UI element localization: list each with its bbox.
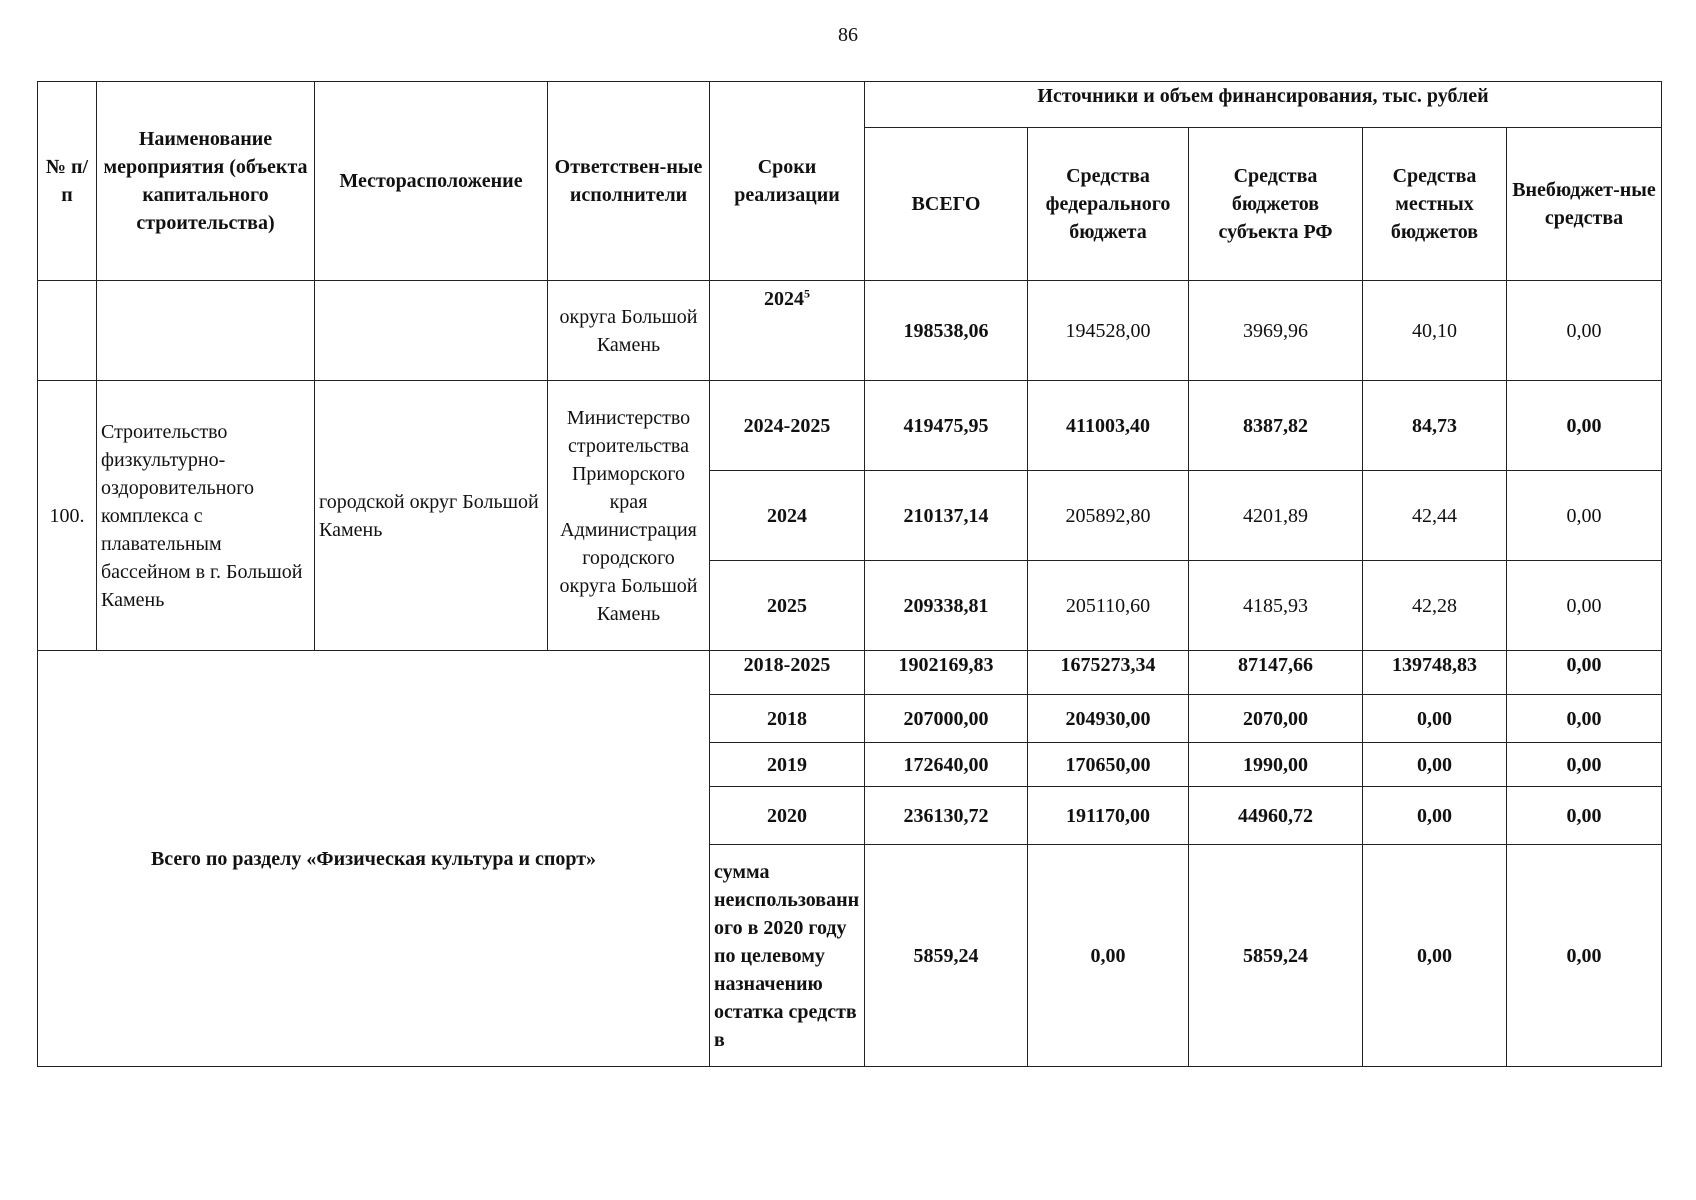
table-row [38, 651, 1662, 695]
cont-total: 198538,06 [865, 281, 1028, 381]
cont-federal: 194528,00 [1028, 281, 1189, 381]
header-sources-group: Источники и объем финансирования, тыс. рублей [865, 82, 1662, 128]
cont-num [38, 281, 97, 381]
total-federal: 204930,00 [1028, 695, 1189, 743]
cont-location [315, 281, 548, 381]
total-local: 0,00 [1363, 787, 1507, 845]
header-executors: Ответствен-ные исполнители [548, 82, 710, 281]
total-regional: 87147,66 [1189, 651, 1363, 695]
item100-offbudget: 0,00 [1507, 561, 1662, 651]
cont-offbudget: 0,00 [1507, 281, 1662, 381]
item100-total: 419475,95 [865, 381, 1028, 471]
total-local: 0,00 [1363, 845, 1507, 1067]
header-num: № п/п [38, 82, 97, 281]
total-federal: 0,00 [1028, 845, 1189, 1067]
total-offbudget: 0,00 [1507, 695, 1662, 743]
total-period: 2020 [710, 787, 865, 845]
table-row [38, 381, 1662, 471]
total-regional: 44960,72 [1189, 787, 1363, 845]
total-federal: 191170,00 [1028, 787, 1189, 845]
cont-name [97, 281, 315, 381]
total-offbudget: 0,00 [1507, 651, 1662, 695]
total-offbudget: 0,00 [1507, 743, 1662, 787]
item100-federal: 411003,40 [1028, 381, 1189, 471]
item100-regional: 4201,89 [1189, 471, 1363, 561]
item100-federal: 205110,60 [1028, 561, 1189, 651]
financing-table [37, 81, 1662, 1067]
header-name: Наименование мероприятия (объекта капитального строительства) [97, 82, 315, 281]
total-total: 207000,00 [865, 695, 1028, 743]
item100-offbudget: 0,00 [1507, 381, 1662, 471]
total-regional: 2070,00 [1189, 695, 1363, 743]
item100-num: 100. [38, 381, 97, 651]
total-offbudget: 0,00 [1507, 787, 1662, 845]
item100-name: Строительство физкультурно-оздоровительного комплекса с плавательным бассейном в г. Большой Камень [97, 381, 315, 651]
header-federal: Средства федерального бюджета [1028, 128, 1189, 281]
item100-location: городской округ Большой Камень [315, 381, 548, 651]
header-location: Месторасположение [315, 82, 548, 281]
total-total: 172640,00 [865, 743, 1028, 787]
item100-regional: 4185,93 [1189, 561, 1363, 651]
cont-period: 2024$^5$ [710, 281, 865, 381]
item100-period: 2024-2025 [710, 381, 865, 471]
page-number: 86 [838, 24, 858, 46]
cont-local: 40,10 [1363, 281, 1507, 381]
total-period: 2019 [710, 743, 865, 787]
total-federal: 170650,00 [1028, 743, 1189, 787]
total-period: 2018 [710, 695, 865, 743]
total-local: 0,00 [1363, 743, 1507, 787]
item100-period: 2024 [710, 471, 865, 561]
cont-executors: округа Большой Камень [548, 281, 710, 381]
header-local: Средства местных бюджетов [1363, 128, 1507, 281]
total-period-note: сумма неиспользованного в 2020 году по целевому назначению остатка средств в [710, 845, 865, 1067]
total-regional: 1990,00 [1189, 743, 1363, 787]
header-regional: Средства бюджетов субъекта РФ [1189, 128, 1363, 281]
item100-local: 84,73 [1363, 381, 1507, 471]
table-row [38, 281, 1662, 381]
item100-period: 2025 [710, 561, 865, 651]
header-total: ВСЕГО [865, 128, 1028, 281]
cont-regional: 3969,96 [1189, 281, 1363, 381]
item100-local: 42,28 [1363, 561, 1507, 651]
item100-total: 209338,81 [865, 561, 1028, 651]
total-total: 5859,24 [865, 845, 1028, 1067]
total-total: 1902169,83 [865, 651, 1028, 695]
item100-offbudget: 0,00 [1507, 471, 1662, 561]
item100-total: 210137,14 [865, 471, 1028, 561]
total-total: 236130,72 [865, 787, 1028, 845]
item100-executors: Министерство строительства Приморского края Администрация городского округа Большой Камень [548, 381, 710, 651]
total-period: 2018-2025 [710, 651, 865, 695]
total-federal: 1675273,34 [1028, 651, 1189, 695]
header-period: Сроки реализации [710, 82, 865, 281]
section-total-label: Всего по разделу «Физическая культура и спорт» [38, 651, 710, 1067]
total-regional: 5859,24 [1189, 845, 1363, 1067]
item100-federal: 205892,80 [1028, 471, 1189, 561]
item100-regional: 8387,82 [1189, 381, 1363, 471]
item100-local: 42,44 [1363, 471, 1507, 561]
total-offbudget: 0,00 [1507, 845, 1662, 1067]
total-local: 0,00 [1363, 695, 1507, 743]
header-offbudget: Внебюджет-ные средства [1507, 128, 1662, 281]
total-local: 139748,83 [1363, 651, 1507, 695]
